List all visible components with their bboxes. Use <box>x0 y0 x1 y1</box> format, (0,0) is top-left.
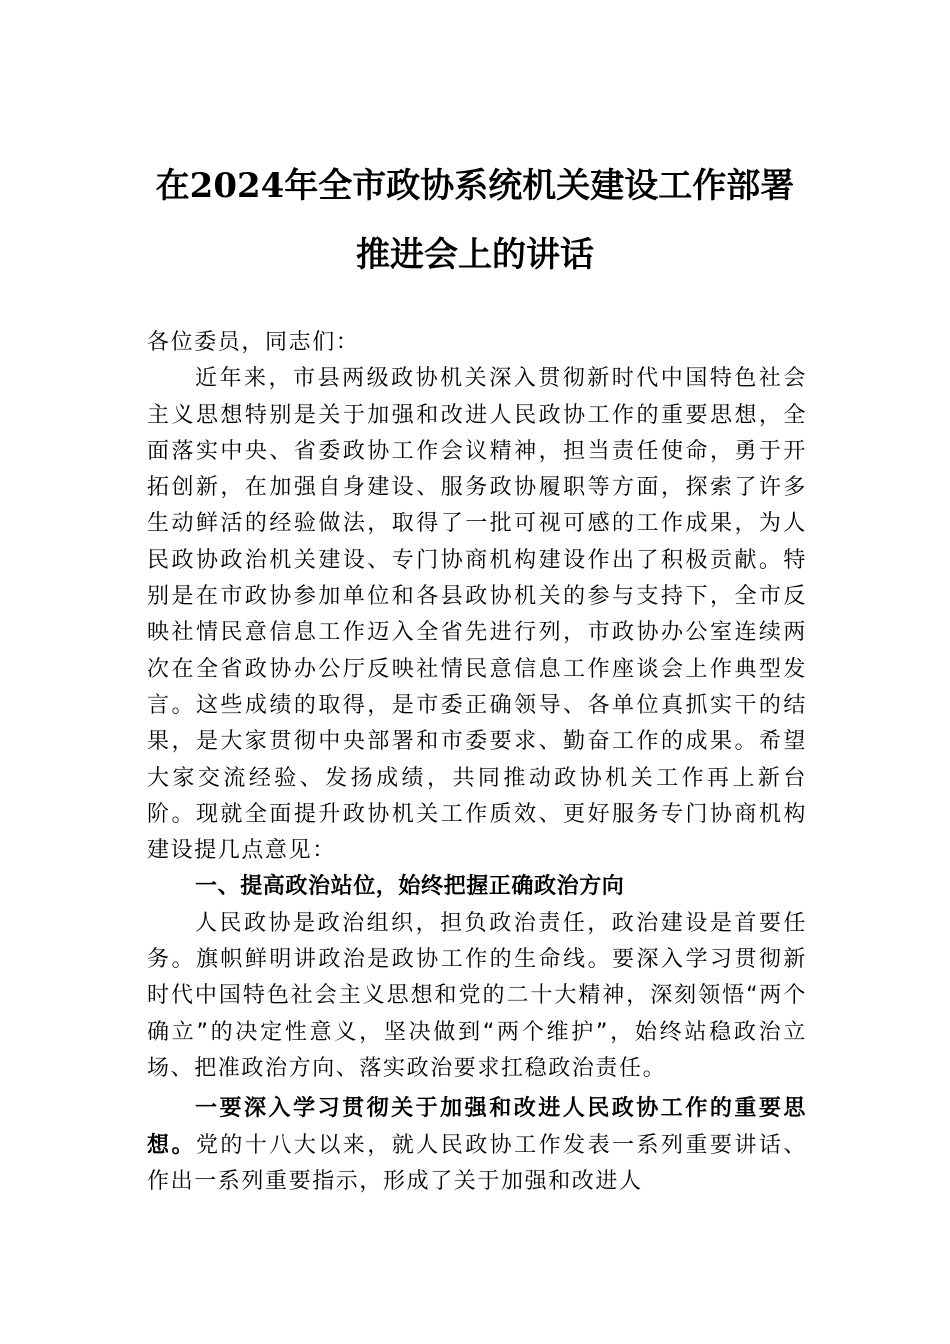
paragraph-lead-bold: 一要深入学习贯彻关于加强和改进人民政协工作的重要思想。 <box>147 1096 807 1158</box>
paragraph-continuation: 党的十八大以来，就人民政协工作发表一系列重要讲话、作出一系列重要指示，形成了关于加强和改进人 <box>147 1132 807 1194</box>
paragraph-political-building: 人民政协是政治组织，担负政治责任，政治建设是首要任务。旗帜鲜明讲政治是政协工作的生命线。要深入学习贯彻新时代中国特色社会主义思想和党的二十大精神，深刻领悟“两个确立”的决定性意义，坚决做到“两个维护”，始终站稳政治立场、把准政治方向、落实政治要求扛稳政治责任。 <box>147 910 807 1081</box>
salutation: 各位委员，同志们： <box>147 330 360 355</box>
document-body <box>147 325 807 1200</box>
document-title-line-1: 在2024年全市政协系统机关建设工作部署 <box>155 166 795 206</box>
document-title-line-2: 推进会上的讲话 <box>356 235 594 275</box>
paragraph-study-thought <box>147 1091 807 1200</box>
paragraph-intro: 近年来，市县两级政协机关深入贯彻新时代中国特色社会主义思想特别是关于加强和改进人民政协工作的重要思想，全面落实中央、省委政协工作会议精神，担当责任使命，勇于开拓创新，在加强自身建设、服务政协履职等方面，探索了许多生动鲜活的经验做法，取得了一批可视可感的工作成果，为人民政协政治机关建设、专门协商机构建设作出了积极贡献。特别是在市政协参加单位和各县政协机关的参与支持下，全市反映社情民意信息工作迈入全省先进行列，市政协办公室连续两次在全省政协办公厅反映社情民意信息工作座谈会上作典型发言。这些成绩的取得，是市委正确领导、各单位真抓实干的结果，是大家贯彻中央部署和市委要求、勤奋工作的成果。希望大家交流经验、发扬成绩，共同推动政协机关工作再上新台阶。现就全面提升政协机关工作质效、更好服务专门协商机构建设提几点意见： <box>147 366 807 864</box>
section-heading-1: 一、提高政治站位，始终把握正确政治方向 <box>195 874 625 900</box>
